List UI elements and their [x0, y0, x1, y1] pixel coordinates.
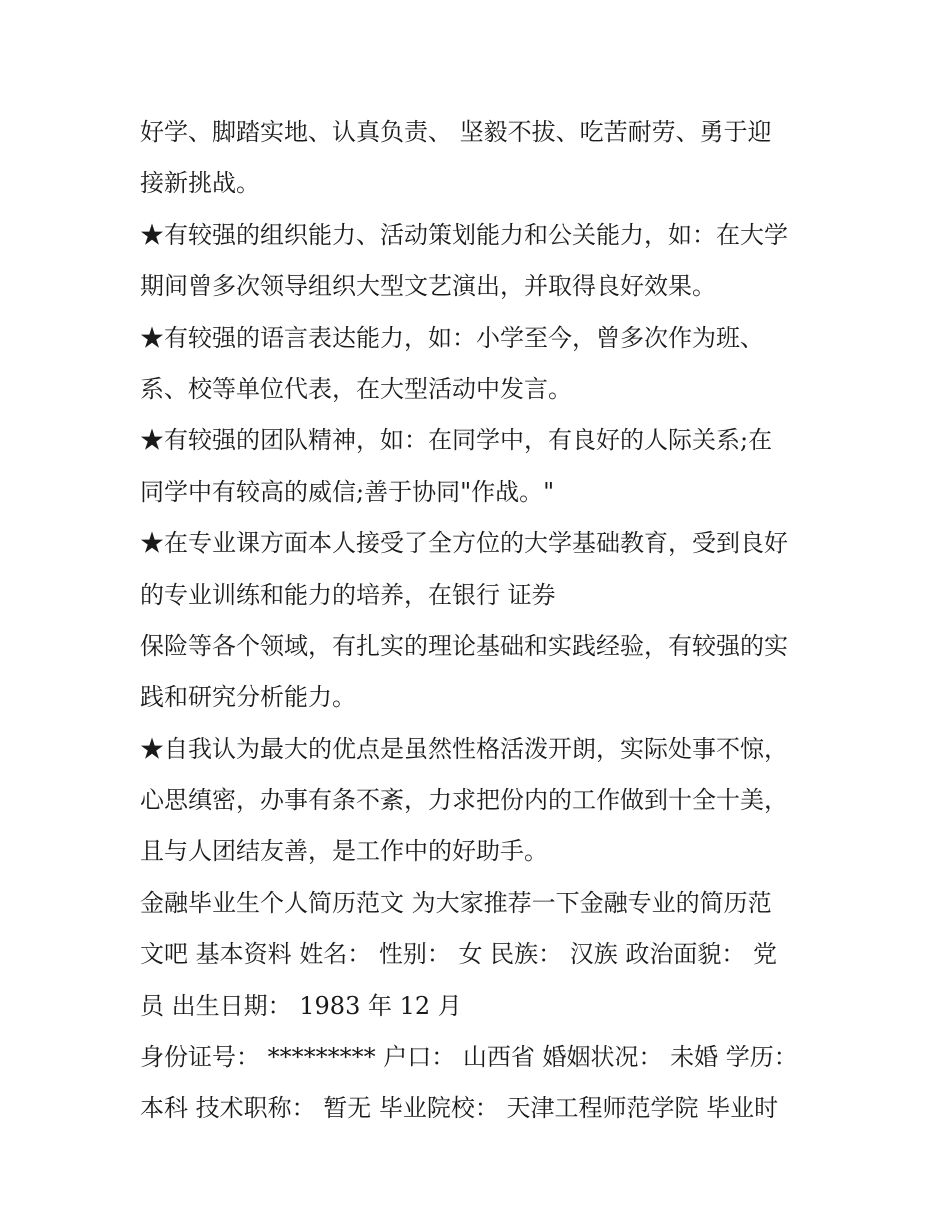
text-line: ★在专业课方面本人接受了全方位的大学基础教育，受到良好: [140, 529, 788, 558]
text-line: 保险等各个领域，有扎实的理论基础和实践经验，有较强的实: [140, 631, 788, 660]
text-line: 本科 技术职称： 暂无 毕业院校： 天津工程师范学院 毕业时: [140, 1094, 779, 1123]
text-line: ★有较强的团队精神，如：在同学中，有良好的人际关系;在: [140, 426, 773, 455]
text-line: 系、校等单位代表，在大型活动中发言。: [140, 374, 572, 403]
text-line: 同学中有较高的威信;善于协同"作战。": [140, 477, 555, 506]
text-line: 身份证号： ********* 户口： 山西省 婚姻状况： 未婚 学历：: [140, 1043, 798, 1072]
text-line: 文吧 基本资料 姓名： 性别： 女 民族： 汉族 政治面貌： 党: [140, 940, 778, 969]
text-line: 期间曾多次领导组织大型文艺演出，并取得良好效果。: [140, 272, 716, 301]
text-line: 员 出生日期： 1983 年 12 月: [140, 991, 462, 1020]
text-line: ★自我认为最大的优点是虽然性格活泼开朗，实际处事不惊，: [140, 734, 788, 763]
text-line: ★有较强的组织能力、活动策划能力和公关能力，如：在大学: [140, 220, 788, 249]
text-line: 金融毕业生个人简历范文 为大家推荐一下金融专业的简历范: [140, 888, 772, 917]
text-line: 接新挑战。: [140, 169, 260, 198]
text-line: 践和研究分析能力。: [140, 683, 356, 712]
text-line: 的专业训练和能力的培养，在银行 证券: [140, 580, 556, 609]
text-line: 心思缜密，办事有条不紊，力求把份内的工作做到十全十美，: [140, 786, 788, 815]
document-body: [140, 107, 840, 1135]
text-line: ★有较强的语言表达能力，如：小学至今，曾多次作为班、: [140, 323, 764, 352]
text-line: 好学、脚踏实地、认真负责、 坚毅不拔、吃苦耐劳、勇于迎: [140, 118, 772, 146]
text-line: 且与人团结友善，是工作中的好助手。: [140, 837, 548, 866]
